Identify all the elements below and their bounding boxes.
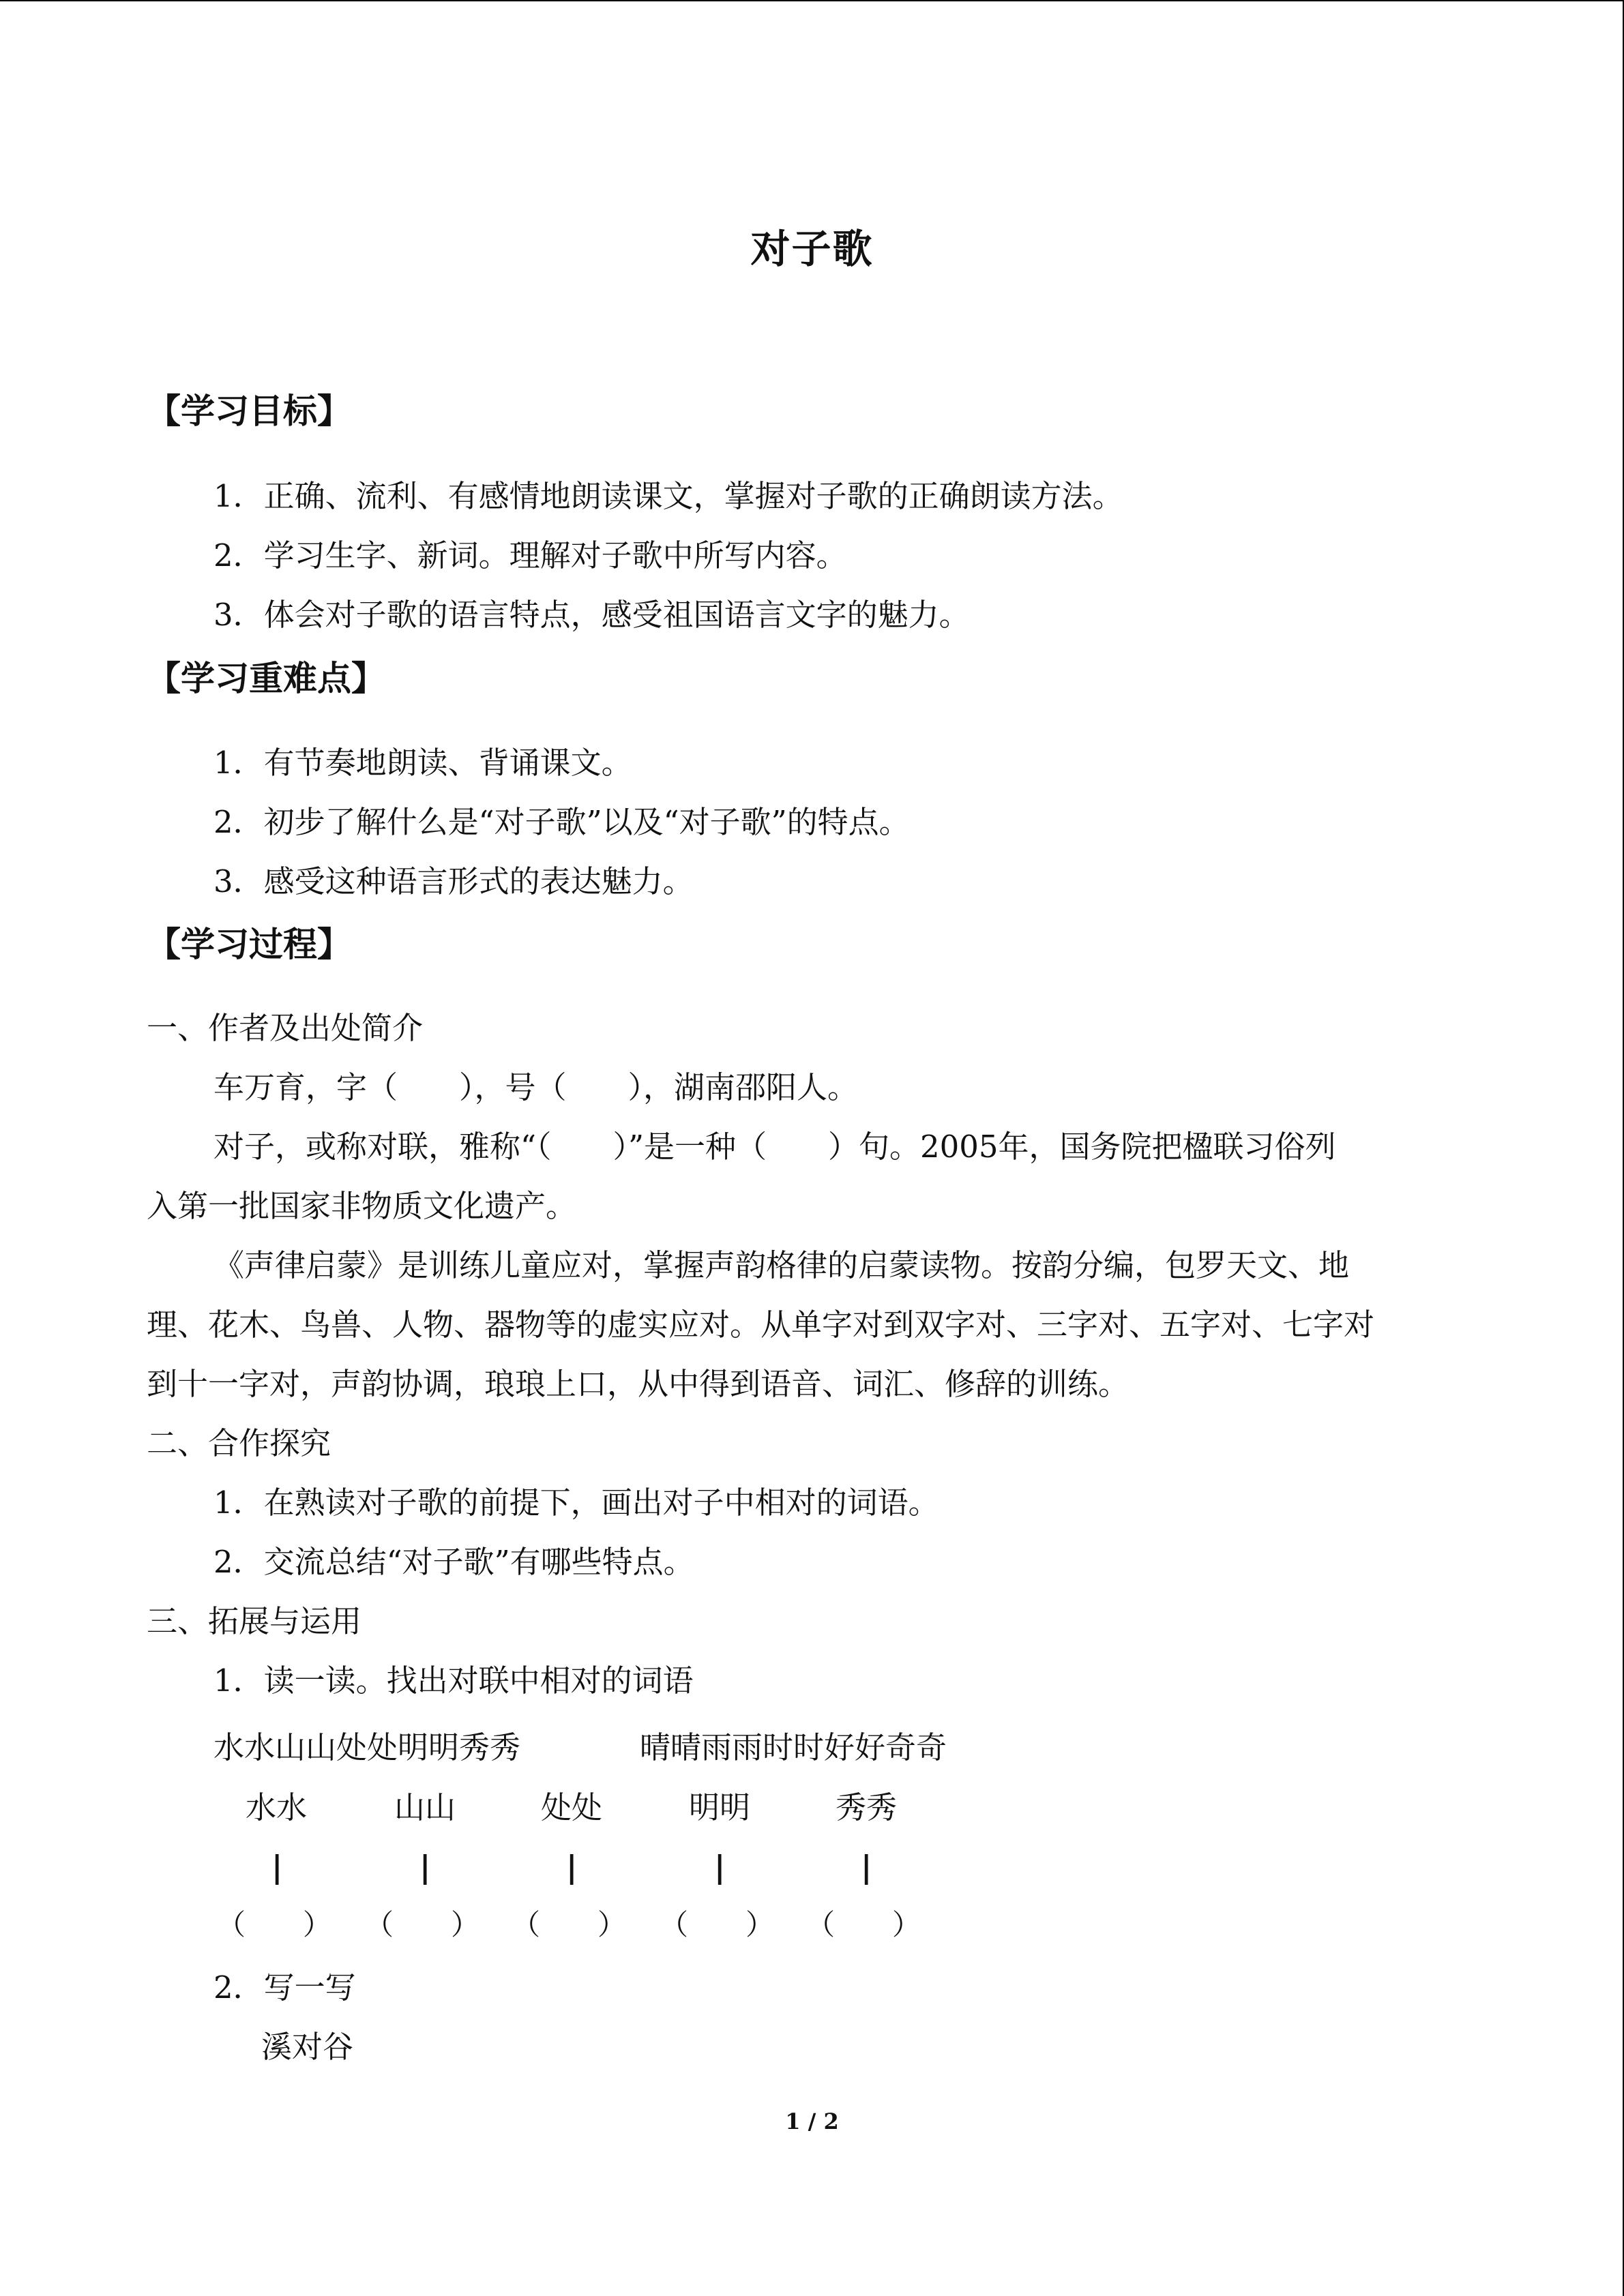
connector-bar: | — [271, 1849, 283, 1885]
page-title: 对子歌 — [750, 226, 874, 272]
answer-blank[interactable]: （ ） — [660, 1908, 775, 1941]
connector-bar: | — [566, 1849, 578, 1885]
page-number: 1 / 2 — [785, 2108, 839, 2134]
author-line: 车万育，字（ ），号（ ），湖南邵阳人。 — [213, 1069, 859, 1105]
inquiry-item: 1．在熟读对子歌的前提下，画出对子中相对的词语。 — [213, 1485, 939, 1521]
connector-bar: | — [861, 1849, 872, 1885]
shenglv-line: 理、花木、鸟兽、人物、器物等的虚实应对。从单字对到双字对、三字对、五字对、七字对 — [147, 1307, 1375, 1343]
key-point-item: 2．初步了解什么是“对子歌”以及“对子歌”的特点。 — [213, 804, 910, 840]
shenglv-line: 到十一字对，声韵协调，琅琅上口，从中得到语音、词汇、修辞的训练。 — [147, 1366, 1130, 1402]
couplet-intro-line: 入第一批国家非物质文化遗产。 — [147, 1188, 577, 1224]
pair-word: 处处 — [541, 1789, 603, 1825]
answer-blank[interactable]: （ ） — [365, 1908, 480, 1941]
key-point-item: 3．感受这种语言形式的表达魅力。 — [213, 863, 694, 899]
key-points-heading: 【学习重难点】 — [147, 658, 385, 698]
pair-word: 水水 — [246, 1789, 308, 1825]
exercise-read-item: 1．读一读。找出对联中相对的词语 — [213, 1663, 694, 1699]
goal-item: 2．学习生字、新词。理解对子歌中所写内容。 — [213, 537, 847, 573]
part1-title: 一、作者及出处简介 — [147, 1010, 424, 1046]
part2-title: 二、合作探究 — [147, 1425, 331, 1461]
couplet-right: 晴晴雨雨时时好好奇奇 — [640, 1729, 947, 1765]
couplet-intro-line: 对子，或称对联，雅称“（ ）”是一种（ ）句。2005年，国务院把楹联习俗列 — [213, 1129, 1336, 1165]
couplet-left: 水水山山处处明明秀秀 — [213, 1729, 521, 1765]
answer-blank[interactable]: （ ） — [217, 1908, 332, 1941]
key-point-item: 1．有节奏地朗读、背诵课文。 — [213, 745, 632, 781]
goals-heading: 【学习目标】 — [147, 391, 351, 431]
inquiry-item: 2．交流总结“对子歌”有哪些特点。 — [213, 1544, 694, 1580]
answer-blank[interactable]: （ ） — [806, 1908, 921, 1941]
connector-bar: | — [714, 1849, 726, 1885]
pair-word: 秀秀 — [836, 1789, 898, 1825]
goal-item: 3．体会对子歌的语言特点，感受祖国语言文字的魅力。 — [213, 597, 970, 633]
answer-blank[interactable]: （ ） — [512, 1908, 627, 1941]
shenglv-line: 《声律启蒙》是训练儿童应对，掌握声韵格律的启蒙读物。按韵分编，包罗天文、地 — [213, 1247, 1350, 1283]
pair-word: 明明 — [689, 1789, 751, 1825]
part3-title: 三、拓展与运用 — [147, 1603, 362, 1639]
pair-word: 山山 — [394, 1789, 456, 1825]
exercise-write-item: 2．写一写 — [213, 1969, 356, 2006]
process-heading: 【学习过程】 — [147, 924, 351, 964]
write-prompt: 溪对谷 — [261, 2029, 354, 2065]
connector-bar: | — [419, 1849, 431, 1885]
goal-item: 1．正确、流利、有感情地朗读课文，掌握对子歌的正确朗读方法。 — [213, 478, 1123, 514]
